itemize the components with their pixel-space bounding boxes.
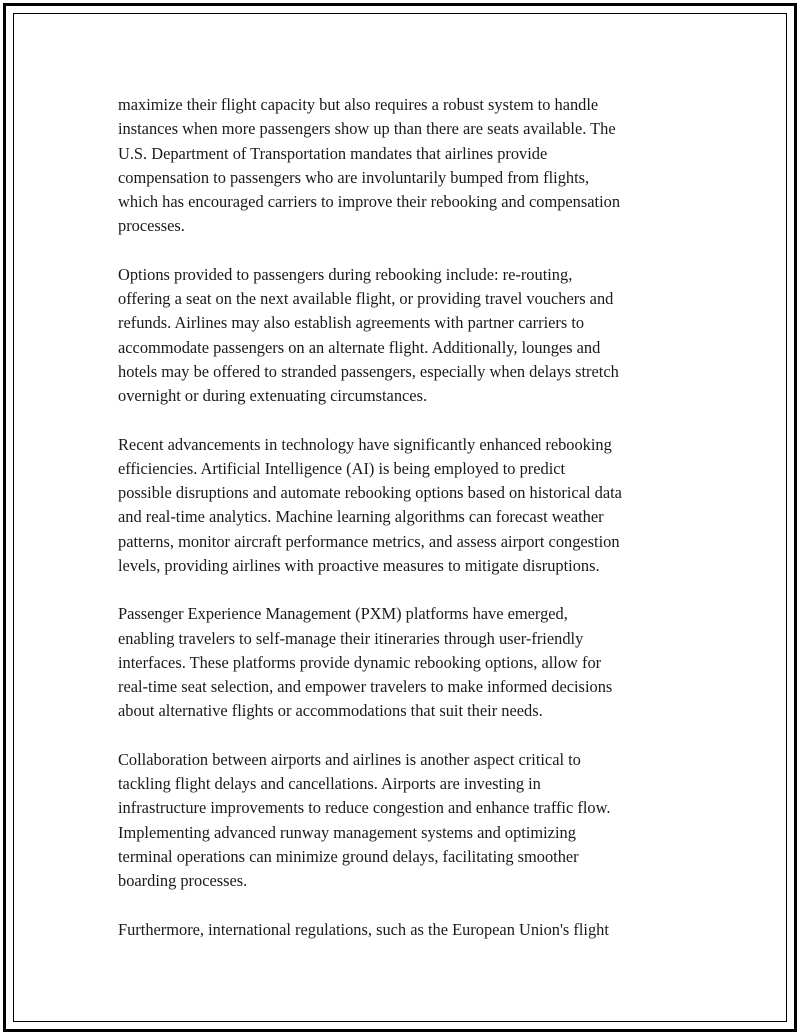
paragraph-pxm-platforms	[118, 602, 693, 723]
paragraph-rebooking-options	[118, 263, 693, 409]
text-line: compensation to passengers who are involuntarily bumped from flights,	[118, 167, 590, 187]
text-line: possible disruptions and automate rebooking options based on historical data	[118, 483, 622, 502]
text-line: interfaces. These platforms provide dynamic rebooking options, allow for	[118, 652, 602, 672]
text-line: Passenger Experience Management (PXM) platforms have emerged,	[118, 604, 568, 624]
text-line: accommodate passengers on an alternate flight. Additionally, lounges and	[118, 337, 601, 357]
text-line: which has encouraged carriers to improve their rebooking and compensation	[118, 192, 621, 211]
text-line: maximize their flight capacity but also requires a robust system to handle	[118, 95, 599, 114]
text-line: Implementing advanced runway management systems and optimizing	[118, 822, 576, 842]
paragraph-international-regulations	[118, 918, 693, 942]
text-line: Options provided to passengers during rebooking include: re-routing,	[118, 264, 573, 284]
text-line: tackling flight delays and cancellations. Airports are investing in	[118, 774, 541, 793]
paragraph-capacity-compensation	[118, 93, 693, 239]
text-line: refunds. Airlines may also establish agreements with partner carriers to	[118, 313, 585, 333]
text-line: enabling travelers to self-manage their itineraries through user-friendly	[118, 628, 584, 648]
document-body	[118, 93, 693, 966]
text-line: overnight or during extenuating circumstances.	[118, 386, 428, 405]
paragraph-technology-advancements	[118, 433, 693, 579]
text-line: about alternative flights or accommodations that suit their needs.	[118, 701, 543, 721]
text-line: infrastructure improvements to reduce congestion and enhance traffic flow.	[118, 798, 611, 818]
text-line: levels, providing airlines with proactive measures to mitigate disruptions.	[118, 555, 600, 575]
text-line: instances when more passengers show up than there are seats available. The	[118, 119, 616, 139]
text-line: hotels may be offered to stranded passengers, especially when delays stretch	[118, 361, 619, 381]
text-line: Collaboration between airports and airlines is another aspect critical to	[118, 749, 581, 769]
text-line: processes.	[118, 216, 185, 236]
text-line: efficiencies. Artificial Intelligence (AI) is being employed to predict	[118, 458, 566, 478]
text-line: boarding processes.	[118, 871, 248, 890]
paragraph-airport-collaboration	[118, 748, 693, 894]
text-line: Furthermore, international regulations, such as the European Union's flight	[118, 919, 609, 939]
text-line: offering a seat on the next available flight, or providing travel vouchers and	[118, 289, 614, 308]
text-line: real-time seat selection, and empower travelers to make informed decisions	[118, 677, 613, 696]
text-line: patterns, monitor aircraft performance metrics, and assess airport congestion	[118, 531, 620, 551]
text-line: and real-time analytics. Machine learning algorithms can forecast weather	[118, 507, 604, 527]
text-line: U.S. Department of Transportation mandates that airlines provide	[118, 143, 548, 163]
text-line: terminal operations can minimize ground delays, facilitating smoother	[118, 846, 579, 866]
text-line: Recent advancements in technology have significantly enhanced rebooking	[118, 434, 612, 454]
